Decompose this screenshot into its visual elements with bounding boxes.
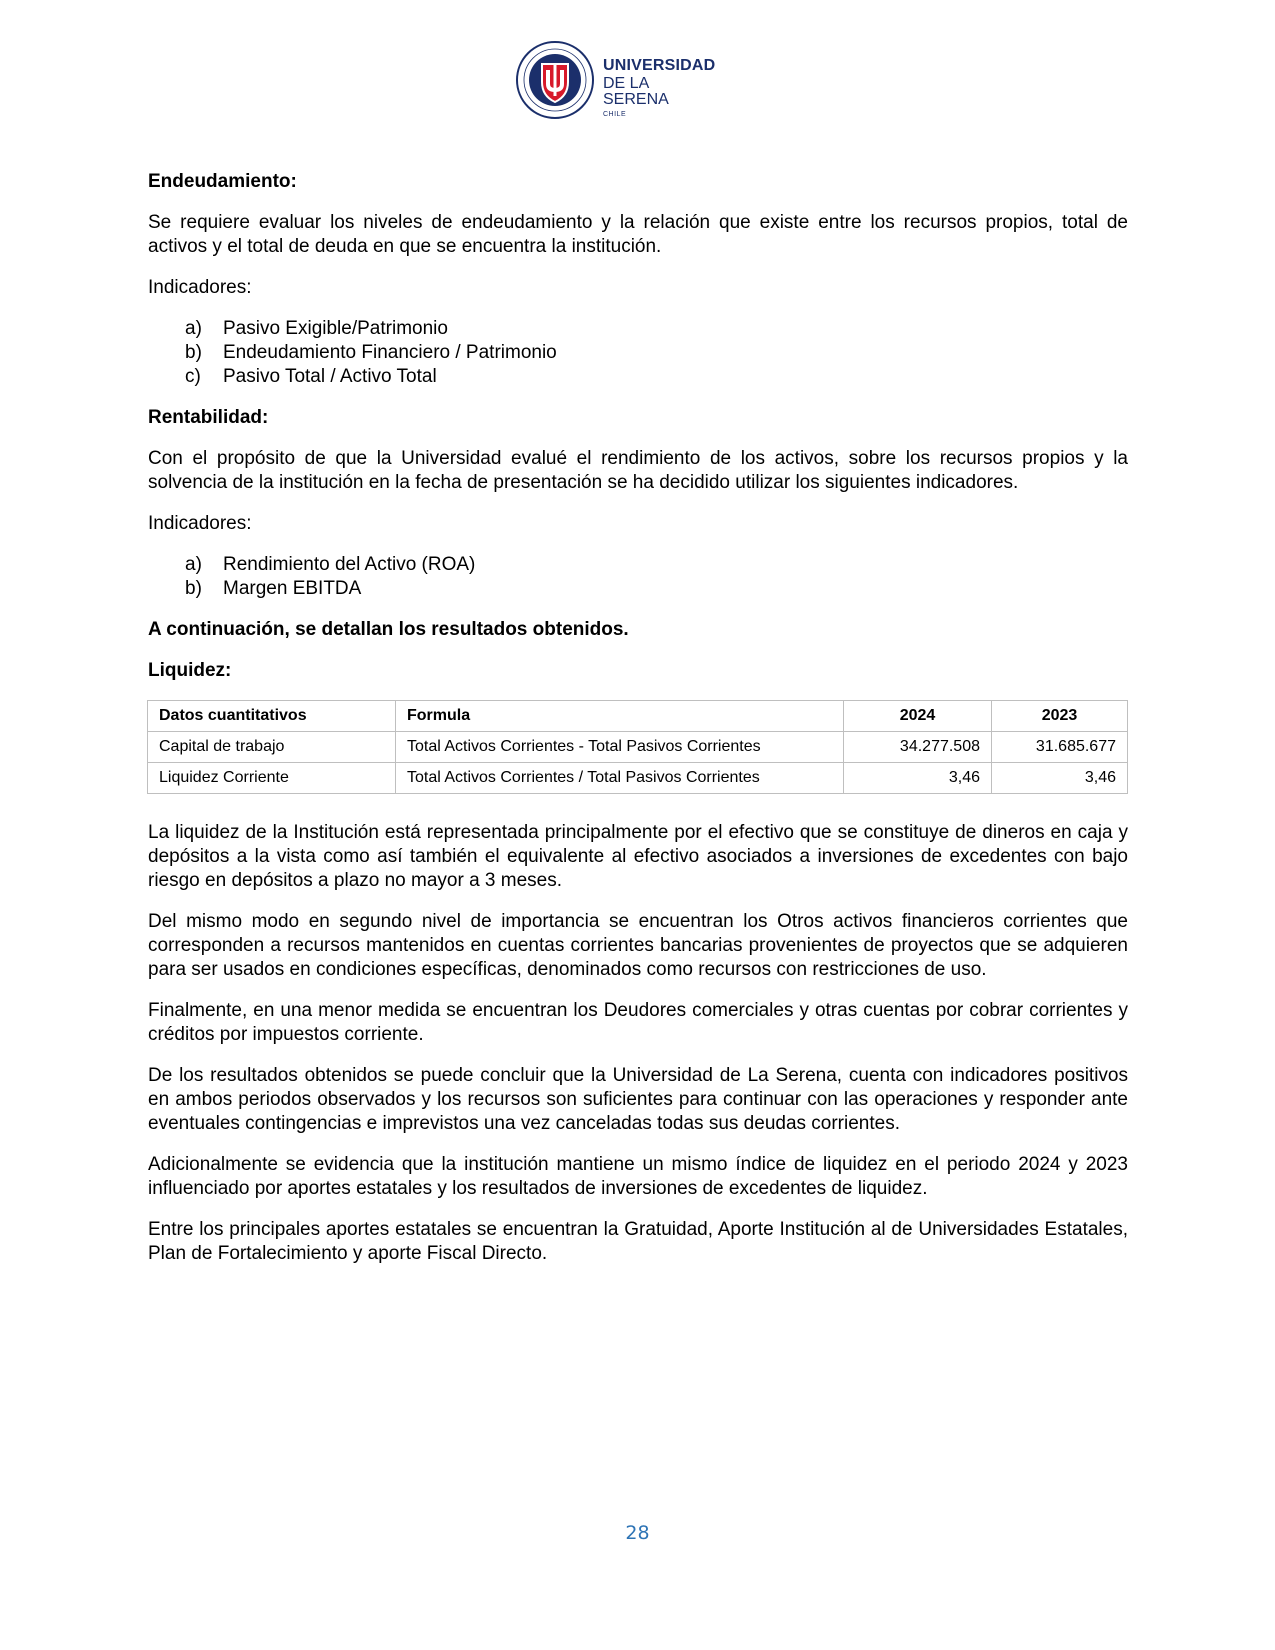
- endeudamiento-indicator-list: [148, 317, 1128, 389]
- university-wordmark: [603, 58, 715, 118]
- page-number: 28: [625, 1522, 650, 1544]
- list-item: [148, 317, 1128, 341]
- list-item-text: Margen EBITDA: [223, 578, 362, 599]
- document-body: [148, 170, 1128, 1283]
- logo-line2: DE LA SERENA: [603, 75, 669, 108]
- list-item: [148, 553, 1128, 577]
- column-header: Formula: [396, 701, 844, 732]
- table-cell: 31.685.677: [992, 732, 1128, 763]
- table-row: [148, 763, 1128, 794]
- section-title-liquidez: Liquidez:: [148, 660, 232, 681]
- paragraph-rentabilidad: Con el propósito de que la Universidad evalué el rendimiento de los activos, sobre los recursos propios y la solvencia de la institución en la fecha de presentación se ha decidido utilizar los siguientes indicadores.: [148, 448, 1128, 493]
- results-intro: A continuación, se detallan los resultados obtenidos.: [148, 619, 629, 640]
- table-cell: 3,46: [844, 763, 992, 794]
- paragraph-liquidez: La liquidez de la Institución está representada principalmente por el efectivo que se constituye de dineros en caja y depósitos a la vista como así también el equivalente al efectivo asociados a inversiones de excedentes con bajo riesgo en depósitos a plazo no mayor a 3 meses.: [148, 822, 1128, 891]
- list-item: [148, 577, 1128, 601]
- table-cell: Capital de trabajo: [148, 732, 396, 763]
- university-logo: [515, 40, 715, 122]
- column-header: 2024: [844, 701, 992, 732]
- column-header: Datos cuantitativos: [148, 701, 396, 732]
- list-marker: a): [185, 318, 202, 339]
- table-cell: Total Activos Corrientes / Total Pasivos Corrientes: [396, 763, 844, 794]
- paragraph-liquidez: Adicionalmente se evidencia que la institución mantiene un mismo índice de liquidez en el periodo 2024 y 2023 influenciado por aportes estatales y los resultados de inversiones de excedentes de liquidez.: [148, 1154, 1128, 1199]
- list-marker: b): [185, 578, 202, 599]
- paragraph-liquidez: Finalmente, en una menor medida se encuentran los Deudores comerciales y otras cuentas por cobrar corrientes y créditos por impuestos corriente.: [148, 1000, 1128, 1045]
- list-marker: b): [185, 342, 202, 363]
- column-header: 2023: [992, 701, 1128, 732]
- table-cell: 3,46: [992, 763, 1128, 794]
- paragraph-liquidez: Del mismo modo en segundo nivel de importancia se encuentran los Otros activos financieros corrientes que corresponden a recursos mantenidos en cuentas corrientes bancarias provenientes de proyectos que se adquieren para ser usados en condiciones específicas, denominados como recursos con restricciones de uso.: [148, 911, 1128, 980]
- list-item-text: Endeudamiento Financiero / Patrimonio: [223, 342, 557, 363]
- logo-line1: UNIVERSIDAD: [603, 57, 716, 74]
- list-marker: c): [185, 366, 201, 387]
- list-marker: a): [185, 554, 202, 575]
- table-cell: Liquidez Corriente: [148, 763, 396, 794]
- table-cell: 34.277.508: [844, 732, 992, 763]
- list-item-text: Pasivo Exigible/Patrimonio: [223, 318, 448, 339]
- table-row: [148, 732, 1128, 763]
- paragraph-endeudamiento: Se requiere evaluar los niveles de endeudamiento y la relación que existe entre los recursos propios, total de activos y el total de deuda en que se encuentra la institución.: [148, 212, 1128, 257]
- table-cell: Total Activos Corrientes - Total Pasivos Corrientes: [396, 732, 844, 763]
- list-item: [148, 365, 1128, 389]
- paragraph-liquidez: Entre los principales aportes estatales se encuentran la Gratuidad, Aporte Institución al de Universidades Estatales, Plan de Fortalecimiento y aporte Fiscal Directo.: [148, 1219, 1128, 1264]
- list-item: [148, 341, 1128, 365]
- section-title-endeudamiento: Endeudamiento:: [148, 171, 297, 192]
- list-item-text: Pasivo Total / Activo Total: [223, 366, 437, 387]
- list-item-text: Rendimiento del Activo (ROA): [223, 554, 476, 575]
- table-header-row: [148, 701, 1128, 732]
- liquidity-table: [147, 700, 1128, 794]
- paragraph-liquidez: De los resultados obtenidos se puede concluir que la Universidad de La Serena, cuenta con indicadores positivos en ambos periodos observados y los recursos son suficientes para continuar con las operaciones y responder ante eventuales contingencias e imprevistos una vez canceladas todas sus deudas corrientes.: [148, 1065, 1128, 1134]
- section-title-rentabilidad: Rentabilidad:: [148, 407, 269, 428]
- rentabilidad-indicator-list: [148, 553, 1128, 601]
- indicators-label: Indicadores:: [148, 277, 252, 298]
- indicators-label: Indicadores:: [148, 513, 252, 534]
- logo-line3: CHILE: [603, 111, 627, 118]
- university-seal-icon: [515, 40, 595, 120]
